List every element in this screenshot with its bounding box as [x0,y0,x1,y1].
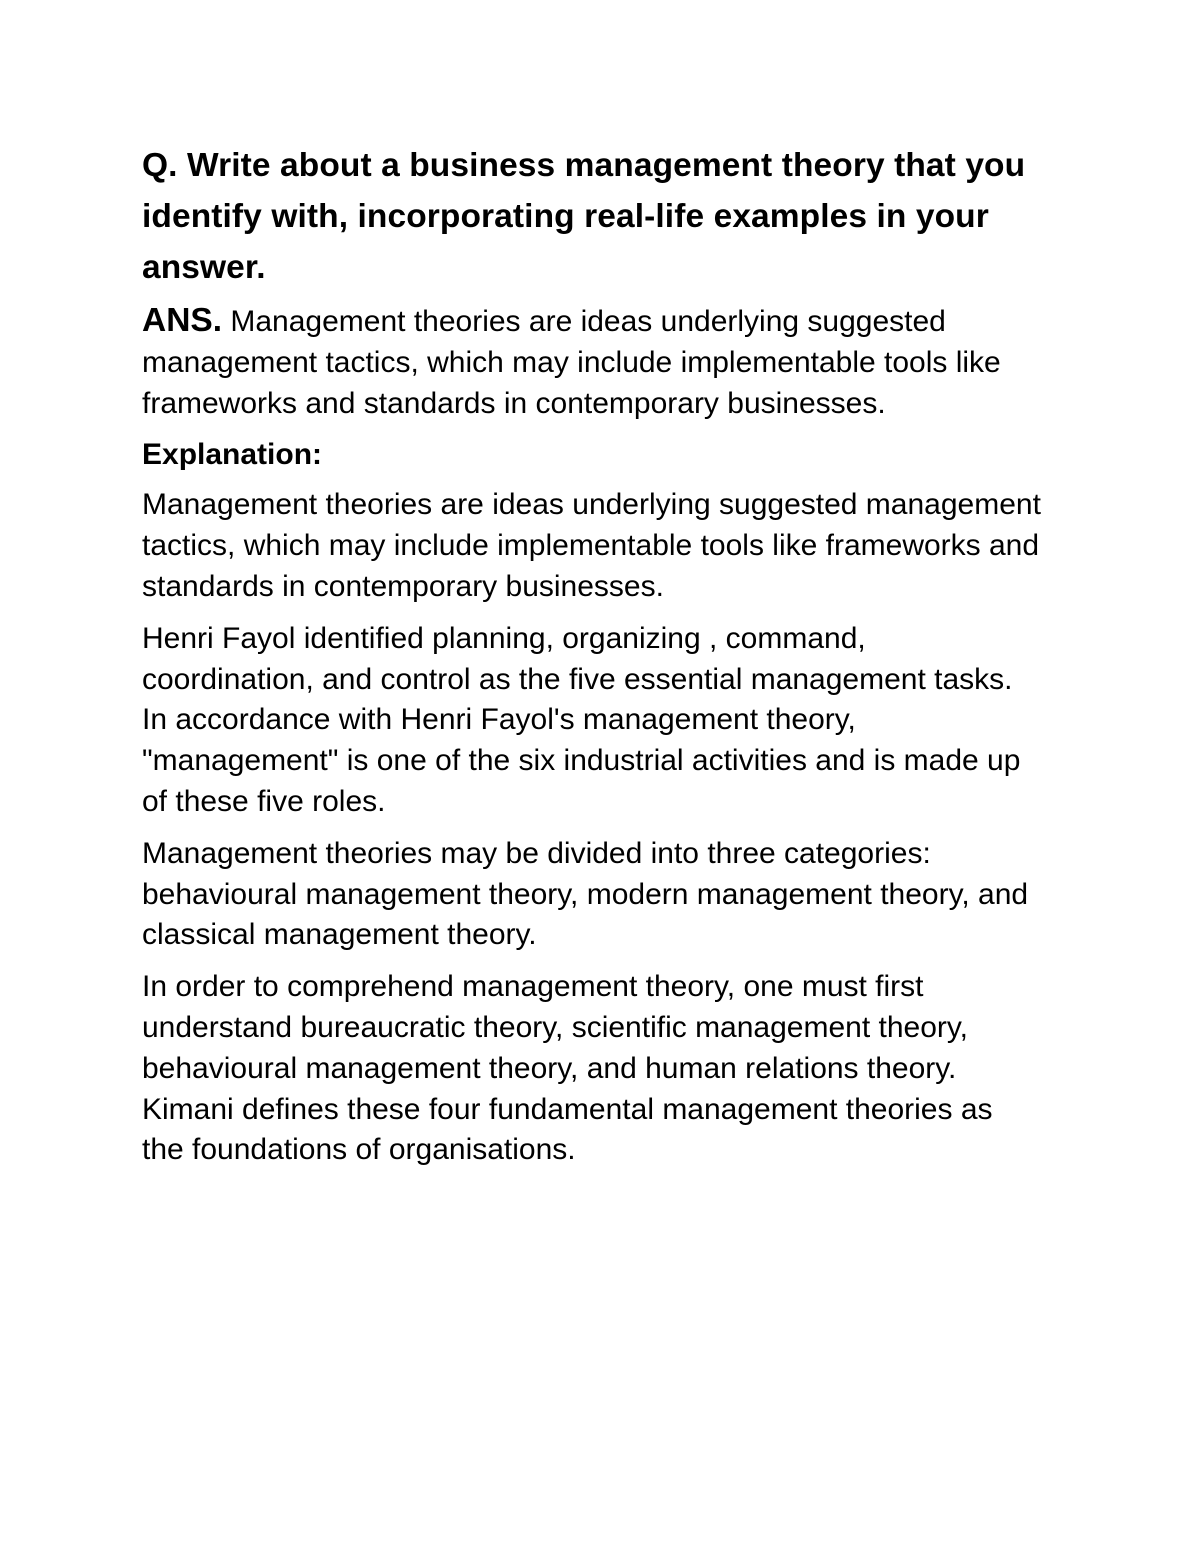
body-paragraph-4: In order to comprehend management theory, one must first understand bureaucratic theory, scientific management theory, behavioural management theory, and human relations theory. Kimani defines these four fundamental management theories as the foundations of organisations. [142,970,993,1167]
body-paragraph-2: Henri Fayol identified planning, organizing , command, coordination, and control as the five essential management tasks. In accordance with Henri Fayol's management theory, "management" is one of the six industrial activities and is made up of these five roles. [142,621,1021,818]
question-heading: Q. Write about a business management theory that you identify with, incorporating real-life examples in your answer. [142,147,1026,286]
answer-text: Management theories are ideas underlying suggested management tactics, which may include implementable tools like frameworks and standards in contemporary businesses. [142,305,1001,420]
explanation-heading: Explanation: [142,438,323,472]
body-paragraph-3: Management theories may be divided into three categories: behavioural management theory, modern management theory, and classical management theory. [142,836,1029,952]
answer-paragraph [142,301,1042,424]
answer-label: ANS. [142,302,223,339]
document-page [142,140,1042,1182]
body-paragraph-1: Management theories are ideas underlying suggested management tactics, which may include implementable tools like frameworks and standards in contemporary businesses. [142,488,1041,603]
